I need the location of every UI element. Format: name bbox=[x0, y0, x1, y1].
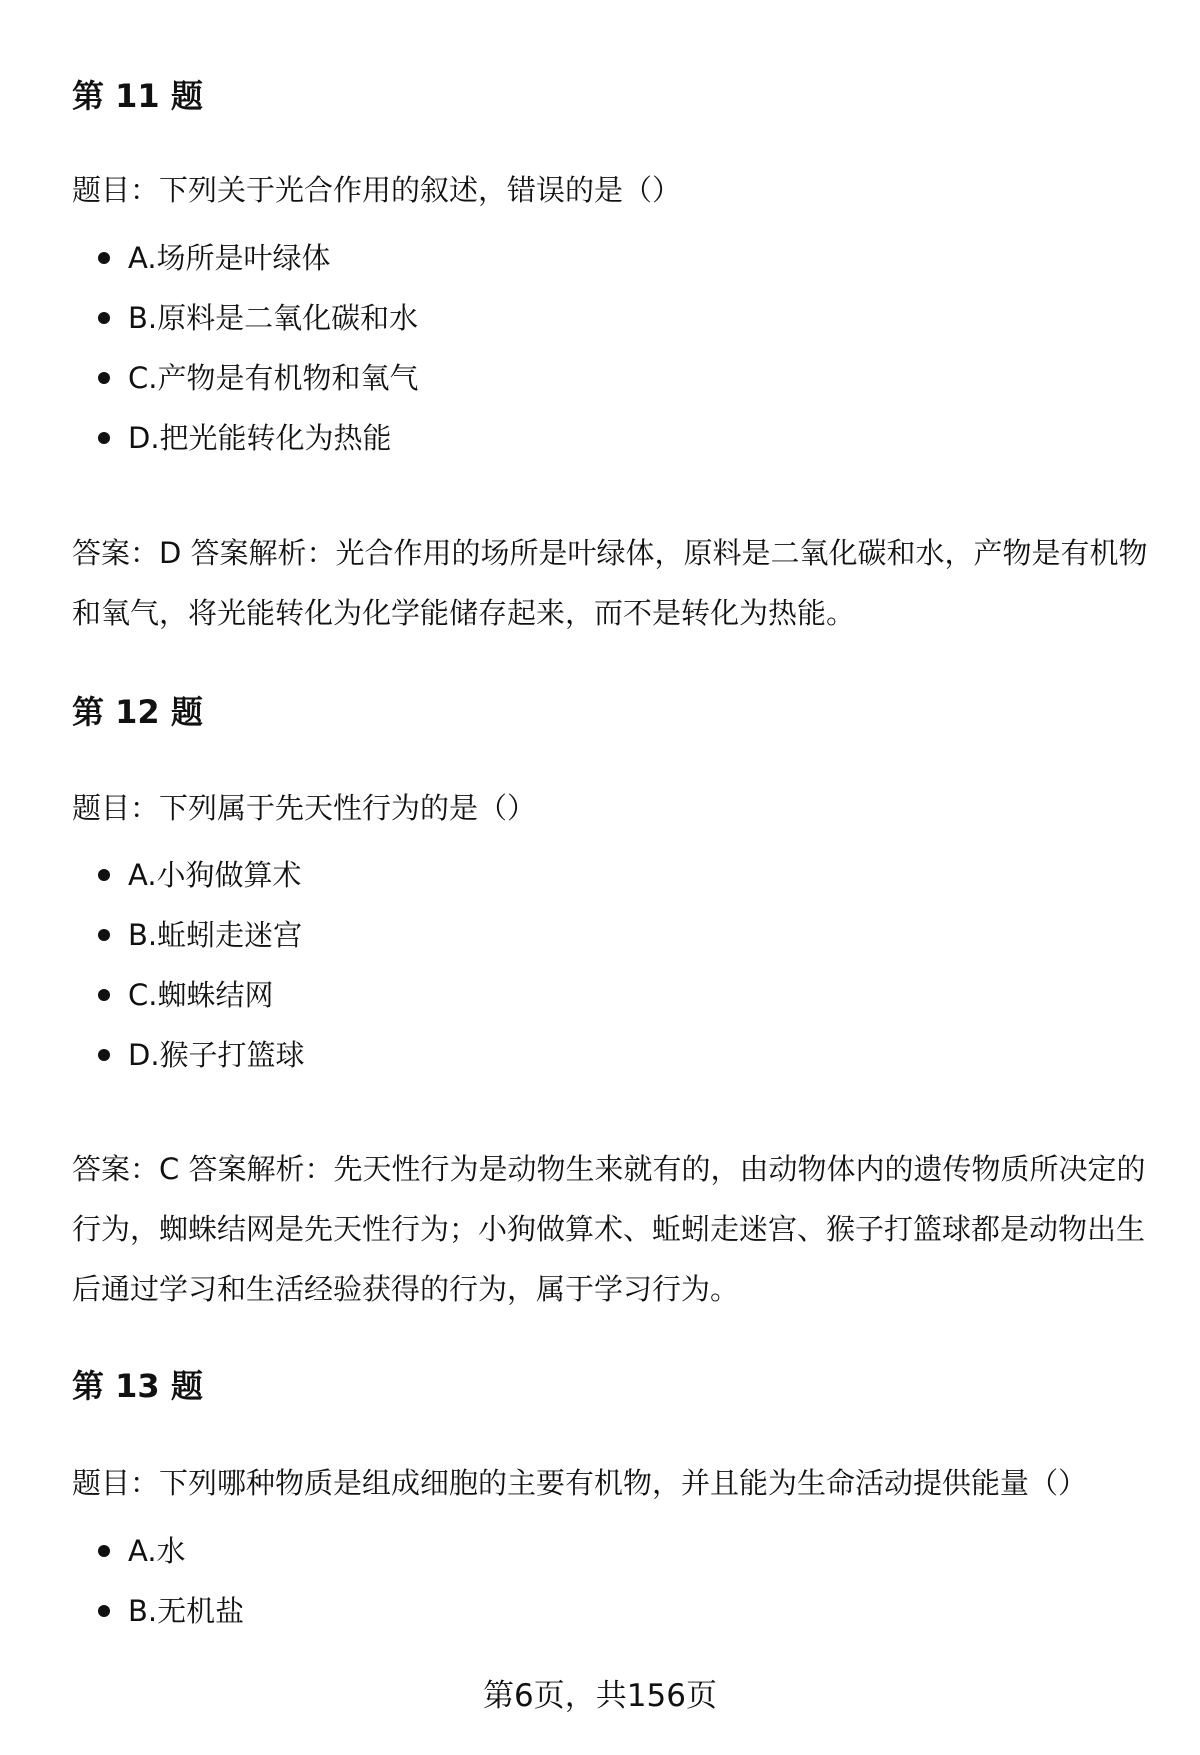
question-13-stem: 题目：下列哪种物质是组成细胞的主要有机物，并且能为生命活动提供能量（） bbox=[72, 1466, 1088, 1500]
bullet-icon bbox=[98, 432, 110, 444]
bullet-icon bbox=[98, 1049, 110, 1061]
option-label: C.蜘蛛结网 bbox=[128, 978, 274, 1012]
option-item bbox=[72, 965, 305, 1025]
option-item bbox=[72, 228, 418, 288]
option-item bbox=[72, 1581, 244, 1641]
bullet-icon bbox=[98, 929, 110, 941]
option-label: B.蚯蚓走迷宫 bbox=[128, 918, 303, 952]
page-number: 第6页，共156页 bbox=[483, 1678, 717, 1714]
question-12-options bbox=[72, 845, 305, 1085]
question-13-options bbox=[72, 1521, 244, 1641]
option-item bbox=[72, 288, 418, 348]
question-11-answer: 答案：D 答案解析：光合作用的场所是叶绿体，原料是二氧化碳和水，产物是有机物和氧气，将光能转化为化学能储存起来，而不是转化为热能。 bbox=[72, 536, 1148, 630]
question-11-title: 第 11 题 bbox=[72, 77, 203, 115]
option-label: A.小狗做算术 bbox=[128, 858, 302, 892]
question-11-stem: 题目：下列关于光合作用的叙述，错误的是（） bbox=[72, 173, 682, 207]
bullet-icon bbox=[98, 1605, 110, 1617]
bullet-icon bbox=[98, 312, 110, 324]
option-item bbox=[72, 905, 305, 965]
option-item bbox=[72, 408, 418, 468]
bullet-icon bbox=[98, 372, 110, 384]
option-label: A.水 bbox=[128, 1534, 186, 1568]
question-11-options bbox=[72, 228, 418, 468]
question-12-stem: 题目：下列属于先天性行为的是（） bbox=[72, 791, 537, 825]
option-item bbox=[72, 1521, 244, 1581]
question-12-answer: 答案：C 答案解析：先天性行为是动物生来就有的，由动物体内的遗传物质所决定的行为，蜘蛛结网是先天性行为；小狗做算术、蚯蚓走迷宫、猴子打篮球都是动物出生后通过学习和生活经验获得的行为，属于学习行为。 bbox=[72, 1152, 1146, 1306]
bullet-icon bbox=[98, 989, 110, 1001]
bullet-icon bbox=[98, 1545, 110, 1557]
bullet-icon bbox=[98, 869, 110, 881]
option-label: C.产物是有机物和氧气 bbox=[128, 361, 419, 395]
option-item bbox=[72, 348, 418, 408]
page-footer bbox=[0, 1676, 1200, 1716]
question-13-title: 第 13 题 bbox=[72, 1367, 203, 1405]
option-item bbox=[72, 845, 305, 905]
question-12-title: 第 12 题 bbox=[72, 693, 203, 731]
option-label: B.无机盐 bbox=[128, 1594, 245, 1628]
option-label: A.场所是叶绿体 bbox=[128, 241, 331, 275]
option-label: B.原料是二氧化碳和水 bbox=[128, 301, 419, 335]
option-item bbox=[72, 1025, 305, 1085]
option-label: D.把光能转化为热能 bbox=[128, 421, 392, 455]
option-label: D.猴子打篮球 bbox=[128, 1038, 305, 1072]
bullet-icon bbox=[98, 252, 110, 264]
